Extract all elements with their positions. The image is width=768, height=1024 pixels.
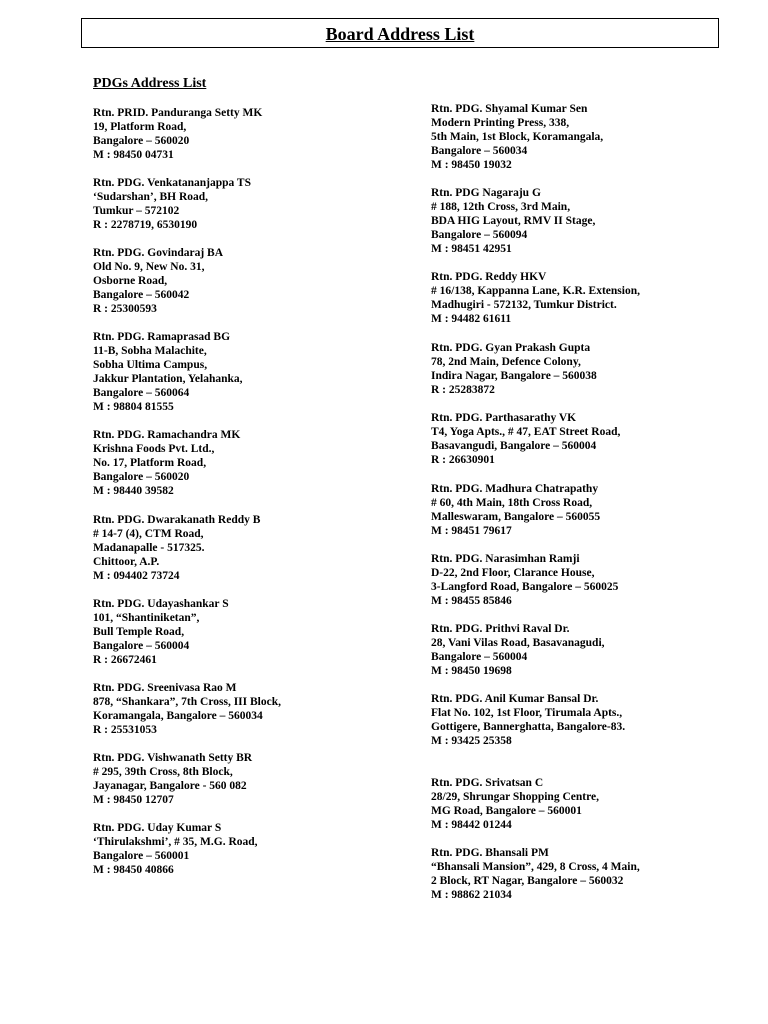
- address-line: Malleswaram, Bangalore – 560055: [431, 511, 601, 523]
- address-line: M : 98450 19032: [431, 159, 512, 171]
- member-name: Rtn. PDG Nagaraju G: [431, 187, 541, 199]
- address-line: M : 98862 21034: [431, 889, 512, 901]
- address-line: Koramangala, Bangalore – 560034: [93, 710, 263, 722]
- member-name: Rtn. PDG. Shyamal Kumar Sen: [431, 103, 588, 115]
- address-line: # 188, 12th Cross, 3rd Main,: [431, 201, 571, 213]
- address-line: Indira Nagar, Bangalore – 560038: [431, 370, 597, 382]
- address-line: 878, “Shankara”, 7th Cross, III Block,: [93, 696, 281, 708]
- address-line: M : 98442 01244: [431, 819, 512, 831]
- address-line: M : 98440 39582: [93, 485, 174, 497]
- address-line: Flat No. 102, 1st Floor, Tirumala Apts.,: [431, 707, 623, 719]
- member-name: Rtn. PDG. Parthasarathy VK: [431, 412, 577, 424]
- address-line: M : 98450 12707: [93, 794, 174, 806]
- address-line: 11-B, Sobha Malachite,: [93, 345, 207, 357]
- member-name: Rtn. PDG. Ramachandra MK: [93, 429, 241, 441]
- address-line: 19, Platform Road,: [93, 121, 187, 133]
- address-line: Bangalore – 560042: [93, 289, 190, 301]
- address-entry: [93, 751, 252, 807]
- address-line: Chittoor, A.P.: [93, 556, 160, 568]
- member-name: Rtn. PDG. Sreenivasa Rao M: [93, 682, 237, 694]
- address-line: 28/29, Shrungar Shopping Centre,: [431, 791, 599, 803]
- address-entry: [431, 692, 625, 748]
- address-entry: [431, 482, 600, 538]
- address-line: Bangalore – 560034: [431, 145, 528, 157]
- address-line: Bangalore – 560064: [93, 387, 190, 399]
- member-name: Rtn. PDG. Srivatsan C: [431, 777, 544, 789]
- member-name: Rtn. PDG. Anil Kumar Bansal Dr.: [431, 693, 599, 705]
- member-name: Rtn. PDG. Dwarakanath Reddy B: [93, 514, 261, 526]
- address-line: Jakkur Plantation, Yelahanka,: [93, 373, 243, 385]
- address-line: R : 26672461: [93, 654, 157, 666]
- address-entry: [93, 821, 258, 877]
- address-line: # 60, 4th Main, 18th Cross Road,: [431, 497, 593, 509]
- address-line: Bangalore – 560004: [93, 640, 190, 652]
- address-entry: [93, 246, 223, 316]
- address-entry: [93, 106, 262, 162]
- address-entry: [93, 428, 240, 498]
- address-line: # 295, 39th Cross, 8th Block,: [93, 766, 233, 778]
- member-name: Rtn. PDG. Narasimhan Ramji: [431, 553, 580, 565]
- address-line: No. 17, Platform Road,: [93, 457, 207, 469]
- member-name: Rtn. PRID. Panduranga Setty MK: [93, 107, 263, 119]
- member-name: Rtn. PDG. Ramaprasad BG: [93, 331, 231, 343]
- address-line: # 16/138, Kappanna Lane, K.R. Extension,: [431, 285, 640, 297]
- member-name: Rtn. PDG. Bhansali PM: [431, 847, 549, 859]
- address-line: Tumkur – 572102: [93, 205, 180, 217]
- address-line: Osborne Road,: [93, 275, 168, 287]
- address-line: R : 26630901: [431, 454, 495, 466]
- address-line: 78, 2nd Main, Defence Colony,: [431, 356, 581, 368]
- address-line: Bangalore – 560020: [93, 471, 190, 483]
- member-name: Rtn. PDG. Prithvi Raval Dr.: [431, 623, 570, 635]
- address-entry: [93, 513, 260, 583]
- address-line: M : 98451 42951: [431, 243, 512, 255]
- address-line: Jayanagar, Bangalore - 560 082: [93, 780, 247, 792]
- address-entry: [431, 846, 640, 902]
- member-name: Rtn. PDG. Madhura Chatrapathy: [431, 483, 599, 495]
- address-line: “Bhansali Mansion”, 429, 8 Cross, 4 Main,: [431, 861, 640, 873]
- address-line: 2 Block, RT Nagar, Bangalore – 560032: [431, 875, 624, 887]
- address-line: Krishna Foods Pvt. Ltd.,: [93, 443, 215, 455]
- address-line: Madhugiri - 572132, Tumkur District.: [431, 299, 617, 311]
- member-name: Rtn. PDG. Venkatananjappa TS: [93, 177, 251, 189]
- address-line: ‘Sudarshan’, BH Road,: [93, 191, 209, 203]
- member-name: Rtn. PDG. Uday Kumar S: [93, 822, 222, 834]
- address-entry: [431, 411, 620, 467]
- member-name: Rtn. PDG. Govindaraj BA: [93, 247, 224, 259]
- address-line: D-22, 2nd Floor, Clarance House,: [431, 567, 595, 579]
- address-line: 3-Langford Road, Bangalore – 560025: [431, 581, 619, 593]
- section-heading: PDGs Address List: [93, 76, 207, 91]
- address-line: 5th Main, 1st Block, Koramangala,: [431, 131, 604, 143]
- address-entry: [431, 341, 597, 397]
- address-entry: [431, 270, 640, 326]
- address-line: Basavangudi, Bangalore – 560004: [431, 440, 597, 452]
- address-line: 28, Vani Vilas Road, Basavanagudi,: [431, 637, 605, 649]
- address-line: R : 2278719, 6530190: [93, 219, 198, 231]
- address-entry: [431, 776, 599, 832]
- address-entry: [431, 552, 618, 608]
- member-name: Rtn. PDG. Vishwanath Setty BR: [93, 752, 253, 764]
- address-entry: [93, 597, 229, 667]
- address-line: # 14-7 (4), CTM Road,: [93, 528, 204, 540]
- member-name: Rtn. PDG. Gyan Prakash Gupta: [431, 342, 591, 354]
- address-line: Sobha Ultima Campus,: [93, 359, 208, 371]
- address-line: ‘Thirulakshmi’, # 35, M.G. Road,: [93, 836, 258, 848]
- title-box: [81, 18, 719, 48]
- address-line: R : 25531053: [93, 724, 157, 736]
- address-entry: [93, 330, 243, 414]
- address-line: R : 25283872: [431, 384, 495, 396]
- address-entry: [93, 176, 251, 232]
- address-line: M : 94482 61611: [431, 313, 512, 325]
- address-entry: [431, 186, 595, 256]
- member-name: Rtn. PDG. Reddy HKV: [431, 271, 547, 283]
- address-line: Modern Printing Press, 338,: [431, 117, 570, 129]
- address-line: Gottigere, Bannerghatta, Bangalore-83.: [431, 721, 626, 733]
- address-line: MG Road, Bangalore – 560001: [431, 805, 582, 817]
- member-name: Rtn. PDG. Udayashankar S: [93, 598, 229, 610]
- address-line: M : 98451 79617: [431, 525, 512, 537]
- address-line: M : 98450 04731: [93, 149, 174, 161]
- address-line: M : 98450 19698: [431, 665, 512, 677]
- address-entry: [431, 102, 603, 172]
- address-line: Bangalore – 560094: [431, 229, 528, 241]
- address-line: Bangalore – 560020: [93, 135, 190, 147]
- address-line: Bangalore – 560004: [431, 651, 528, 663]
- address-line: Madanapalle - 517325.: [93, 542, 205, 554]
- address-entry: [431, 622, 605, 678]
- page-title: Board Address List: [325, 24, 475, 44]
- address-line: Bangalore – 560001: [93, 850, 190, 862]
- address-line: M : 98804 81555: [93, 401, 174, 413]
- address-line: 101, “Shantiniketan”,: [93, 612, 200, 624]
- address-line: M : 98455 85846: [431, 595, 512, 607]
- address-line: M : 93425 25358: [431, 735, 512, 747]
- address-line: Bull Temple Road,: [93, 626, 185, 638]
- address-line: BDA HIG Layout, RMV II Stage,: [431, 215, 596, 227]
- address-line: T4, Yoga Apts., # 47, EAT Street Road,: [431, 426, 621, 438]
- address-entry: [93, 681, 281, 737]
- address-line: M : 98450 40866: [93, 864, 174, 876]
- address-line: Old No. 9, New No. 31,: [93, 261, 205, 273]
- address-line: R : 25300593: [93, 303, 157, 315]
- address-line: M : 094402 73724: [93, 570, 180, 582]
